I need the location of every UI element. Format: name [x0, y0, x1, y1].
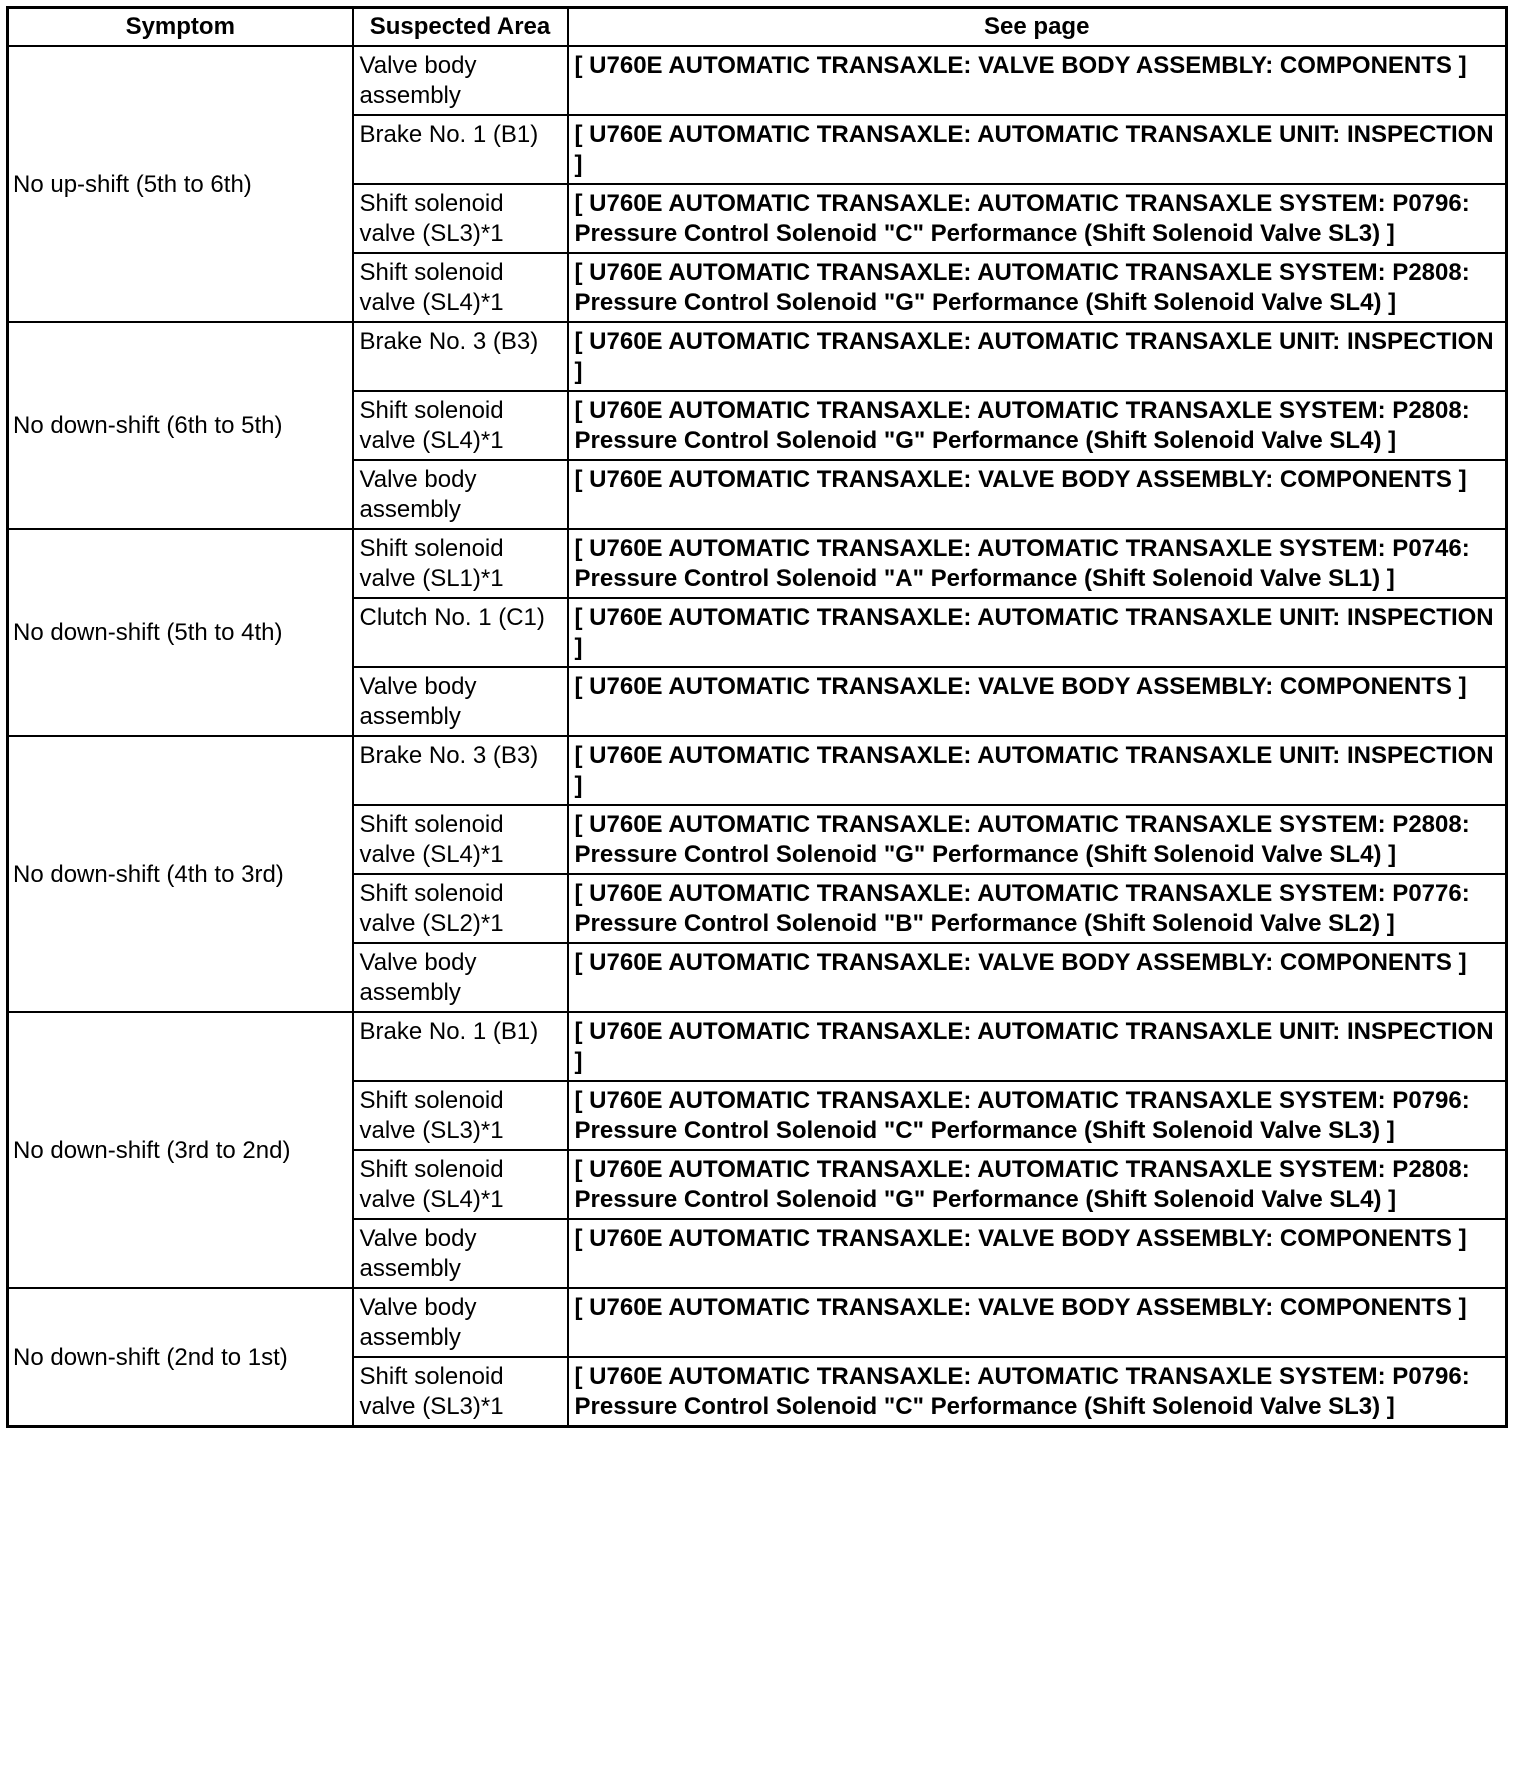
see-page-link[interactable]: [ U760E AUTOMATIC TRANSAXLE: AUTOMATIC TRANSAXLE SYSTEM: P0776: Pressure Control Solenoid "B" Performance (Shift Solenoid Valve SL2) ]: [568, 874, 1507, 943]
symptom-cell: No down-shift (2nd to 1st): [8, 1288, 353, 1427]
suspected-area-cell: Shift solenoid valve (SL4)*1: [353, 391, 568, 460]
see-page-link[interactable]: [ U760E AUTOMATIC TRANSAXLE: VALVE BODY ASSEMBLY: COMPONENTS ]: [568, 1288, 1507, 1357]
suspected-area-cell: Valve body assembly: [353, 667, 568, 736]
see-page-link[interactable]: [ U760E AUTOMATIC TRANSAXLE: AUTOMATIC TRANSAXLE UNIT: INSPECTION ]: [568, 115, 1507, 184]
suspected-area-cell: Brake No. 3 (B3): [353, 322, 568, 391]
suspected-area-cell: Shift solenoid valve (SL3)*1: [353, 1357, 568, 1427]
table-body: [8, 46, 1507, 1427]
suspected-area-cell: Shift solenoid valve (SL1)*1: [353, 529, 568, 598]
see-page-link[interactable]: [ U760E AUTOMATIC TRANSAXLE: AUTOMATIC TRANSAXLE UNIT: INSPECTION ]: [568, 598, 1507, 667]
symptom-cell: No down-shift (3rd to 2nd): [8, 1012, 353, 1288]
symptom-cell: No down-shift (4th to 3rd): [8, 736, 353, 1012]
suspected-area-cell: Valve body assembly: [353, 1219, 568, 1288]
suspected-area-cell: Shift solenoid valve (SL4)*1: [353, 1150, 568, 1219]
table-row: [8, 736, 1507, 805]
see-page-link[interactable]: [ U760E AUTOMATIC TRANSAXLE: AUTOMATIC TRANSAXLE SYSTEM: P0796: Pressure Control Solenoid "C" Performance (Shift Solenoid Valve SL3) ]: [568, 1357, 1507, 1427]
header-see-page: See page: [568, 8, 1507, 47]
table-row: [8, 46, 1507, 115]
symptom-cell: No down-shift (6th to 5th): [8, 322, 353, 529]
see-page-link[interactable]: [ U760E AUTOMATIC TRANSAXLE: AUTOMATIC TRANSAXLE SYSTEM: P2808: Pressure Control Solenoid "G" Performance (Shift Solenoid Valve SL4) ]: [568, 805, 1507, 874]
suspected-area-cell: Shift solenoid valve (SL3)*1: [353, 184, 568, 253]
see-page-link[interactable]: [ U760E AUTOMATIC TRANSAXLE: AUTOMATIC TRANSAXLE UNIT: INSPECTION ]: [568, 736, 1507, 805]
diagnosis-table: [6, 6, 1508, 1428]
header-row: [8, 8, 1507, 47]
see-page-link[interactable]: [ U760E AUTOMATIC TRANSAXLE: VALVE BODY ASSEMBLY: COMPONENTS ]: [568, 667, 1507, 736]
suspected-area-cell: Valve body assembly: [353, 460, 568, 529]
suspected-area-cell: Brake No. 3 (B3): [353, 736, 568, 805]
see-page-link[interactable]: [ U760E AUTOMATIC TRANSAXLE: VALVE BODY ASSEMBLY: COMPONENTS ]: [568, 1219, 1507, 1288]
see-page-link[interactable]: [ U760E AUTOMATIC TRANSAXLE: AUTOMATIC TRANSAXLE UNIT: INSPECTION ]: [568, 1012, 1507, 1081]
table-row: [8, 322, 1507, 391]
see-page-link[interactable]: [ U760E AUTOMATIC TRANSAXLE: AUTOMATIC TRANSAXLE SYSTEM: P0746: Pressure Control Solenoid "A" Performance (Shift Solenoid Valve SL1) ]: [568, 529, 1507, 598]
see-page-link[interactable]: [ U760E AUTOMATIC TRANSAXLE: VALVE BODY ASSEMBLY: COMPONENTS ]: [568, 46, 1507, 115]
suspected-area-cell: Shift solenoid valve (SL4)*1: [353, 805, 568, 874]
symptom-cell: No up-shift (5th to 6th): [8, 46, 353, 322]
suspected-area-cell: Shift solenoid valve (SL3)*1: [353, 1081, 568, 1150]
see-page-link[interactable]: [ U760E AUTOMATIC TRANSAXLE: AUTOMATIC TRANSAXLE SYSTEM: P2808: Pressure Control Solenoid "G" Performance (Shift Solenoid Valve SL4) ]: [568, 391, 1507, 460]
see-page-link[interactable]: [ U760E AUTOMATIC TRANSAXLE: VALVE BODY ASSEMBLY: COMPONENTS ]: [568, 460, 1507, 529]
suspected-area-cell: Valve body assembly: [353, 46, 568, 115]
header-symptom: Symptom: [8, 8, 353, 47]
suspected-area-cell: Brake No. 1 (B1): [353, 115, 568, 184]
see-page-link[interactable]: [ U760E AUTOMATIC TRANSAXLE: AUTOMATIC TRANSAXLE SYSTEM: P0796: Pressure Control Solenoid "C" Performance (Shift Solenoid Valve SL3) ]: [568, 1081, 1507, 1150]
table-row: [8, 1288, 1507, 1357]
see-page-link[interactable]: [ U760E AUTOMATIC TRANSAXLE: AUTOMATIC TRANSAXLE SYSTEM: P0796: Pressure Control Solenoid "C" Performance (Shift Solenoid Valve SL3) ]: [568, 184, 1507, 253]
suspected-area-cell: Brake No. 1 (B1): [353, 1012, 568, 1081]
see-page-link[interactable]: [ U760E AUTOMATIC TRANSAXLE: VALVE BODY ASSEMBLY: COMPONENTS ]: [568, 943, 1507, 1012]
see-page-link[interactable]: [ U760E AUTOMATIC TRANSAXLE: AUTOMATIC TRANSAXLE SYSTEM: P2808: Pressure Control Solenoid "G" Performance (Shift Solenoid Valve SL4) ]: [568, 1150, 1507, 1219]
table-row: [8, 1012, 1507, 1081]
see-page-link[interactable]: [ U760E AUTOMATIC TRANSAXLE: AUTOMATIC TRANSAXLE UNIT: INSPECTION ]: [568, 322, 1507, 391]
suspected-area-cell: Clutch No. 1 (C1): [353, 598, 568, 667]
suspected-area-cell: Shift solenoid valve (SL2)*1: [353, 874, 568, 943]
suspected-area-cell: Valve body assembly: [353, 1288, 568, 1357]
symptom-cell: No down-shift (5th to 4th): [8, 529, 353, 736]
see-page-link[interactable]: [ U760E AUTOMATIC TRANSAXLE: AUTOMATIC TRANSAXLE SYSTEM: P2808: Pressure Control Solenoid "G" Performance (Shift Solenoid Valve SL4) ]: [568, 253, 1507, 322]
header-suspected-area: Suspected Area: [353, 8, 568, 47]
table-row: [8, 529, 1507, 598]
suspected-area-cell: Valve body assembly: [353, 943, 568, 1012]
suspected-area-cell: Shift solenoid valve (SL4)*1: [353, 253, 568, 322]
